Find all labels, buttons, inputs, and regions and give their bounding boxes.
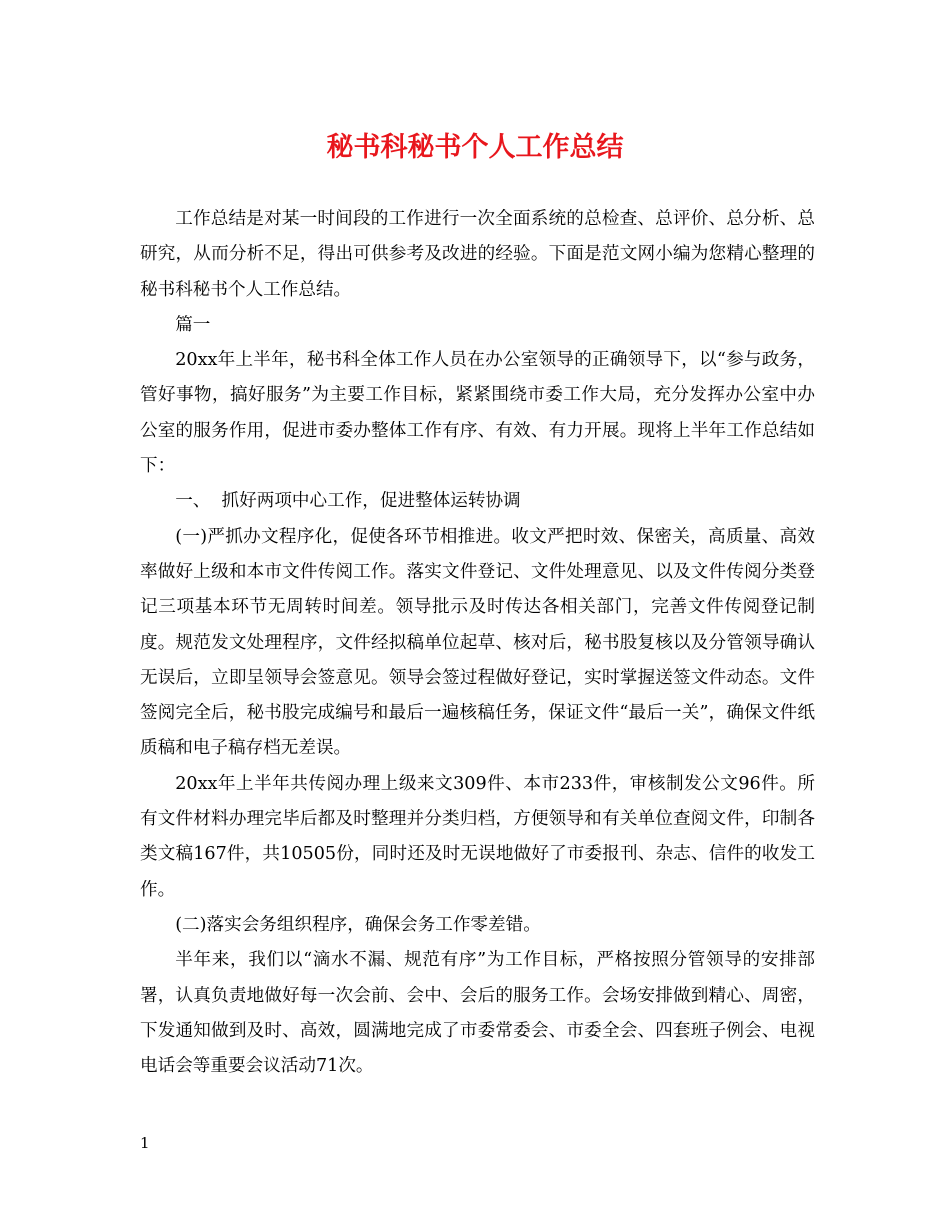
paragraph-meetings: 半年来，我们以“滴水不漏、规范有序”为工作目标，严格按照分管领导的安排部署，认真负责地做好每一次会前、会中、会后的服务工作。会场安排做到精心、周密，下发通知做到及时、高效，圆满地完成了市委常委会、市委全会、四套班子例会、电视电话会等重要会议活动71次。 xyxy=(140,950,815,1077)
page-number: 1 xyxy=(140,1134,150,1152)
paragraph-intro: 工作总结是对某一时间段的工作进行一次全面系统的总检查、总评价、总分析、总研究，从而分析不足，得出可供参考及改进的经验。下面是范文网小编为您精心整理的秘书科秘书个人工作总结。 xyxy=(140,209,815,300)
paragraph-overview: 20xx年上半年，秘书科全体工作人员在办公室领导的正确领导下，以“参与政务，管好事物，搞好服务”为主要工作目标，紧紧围绕市委工作大局，充分发挥办公室中办公室的服务作用，促进市委办整体工作有序、有效、有力开展。现将上半年工作总结如下： xyxy=(140,350,815,477)
document-body xyxy=(140,202,815,1084)
heading-section-one: 一、 抓好两项中心工作，促进整体运转协调 xyxy=(175,491,521,512)
paragraph-section-label: 篇一 xyxy=(175,314,211,335)
subheading-meetings: (二)落实会务组织程序，确保会务工作零差错。 xyxy=(175,914,541,935)
paragraph-document-handling: (一)严抓办文程序化，促使各环节相推进。收文严把时效、保密关，高质量、高效率做好上级和本市文件传阅工作。落实文件登记、文件处理意见、以及文件传阅分类登记三项基本环节无周转时间差。领导批示及时传达各相关部门，完善文件传阅登记制度。规范发文处理程序，文件经拟稿单位起草、核对后，秘书股复核以及分管领导确认无误后，立即呈领导会签意见。领导会签过程做好登记，实时掌握送签文件动态。文件签阅完全后，秘书股完成编号和最后一遍核稿任务，保证文件“最后一关”，确保文件纸质稿和电子稿存档无差误。 xyxy=(140,526,815,759)
paragraph-statistics: 20xx年上半年共传阅办理上级来文309件、本市233件，审核制发公文96件。所有文件材料办理完毕后都及时整理并分类归档，方便领导和有关单位查阅文件，印制各类文稿167件，共10505份，同时还及时无误地做好了市委报刊、杂志、信件的收发工作。 xyxy=(140,773,815,900)
document-title: 秘书科秘书个人工作总结 xyxy=(326,132,624,163)
